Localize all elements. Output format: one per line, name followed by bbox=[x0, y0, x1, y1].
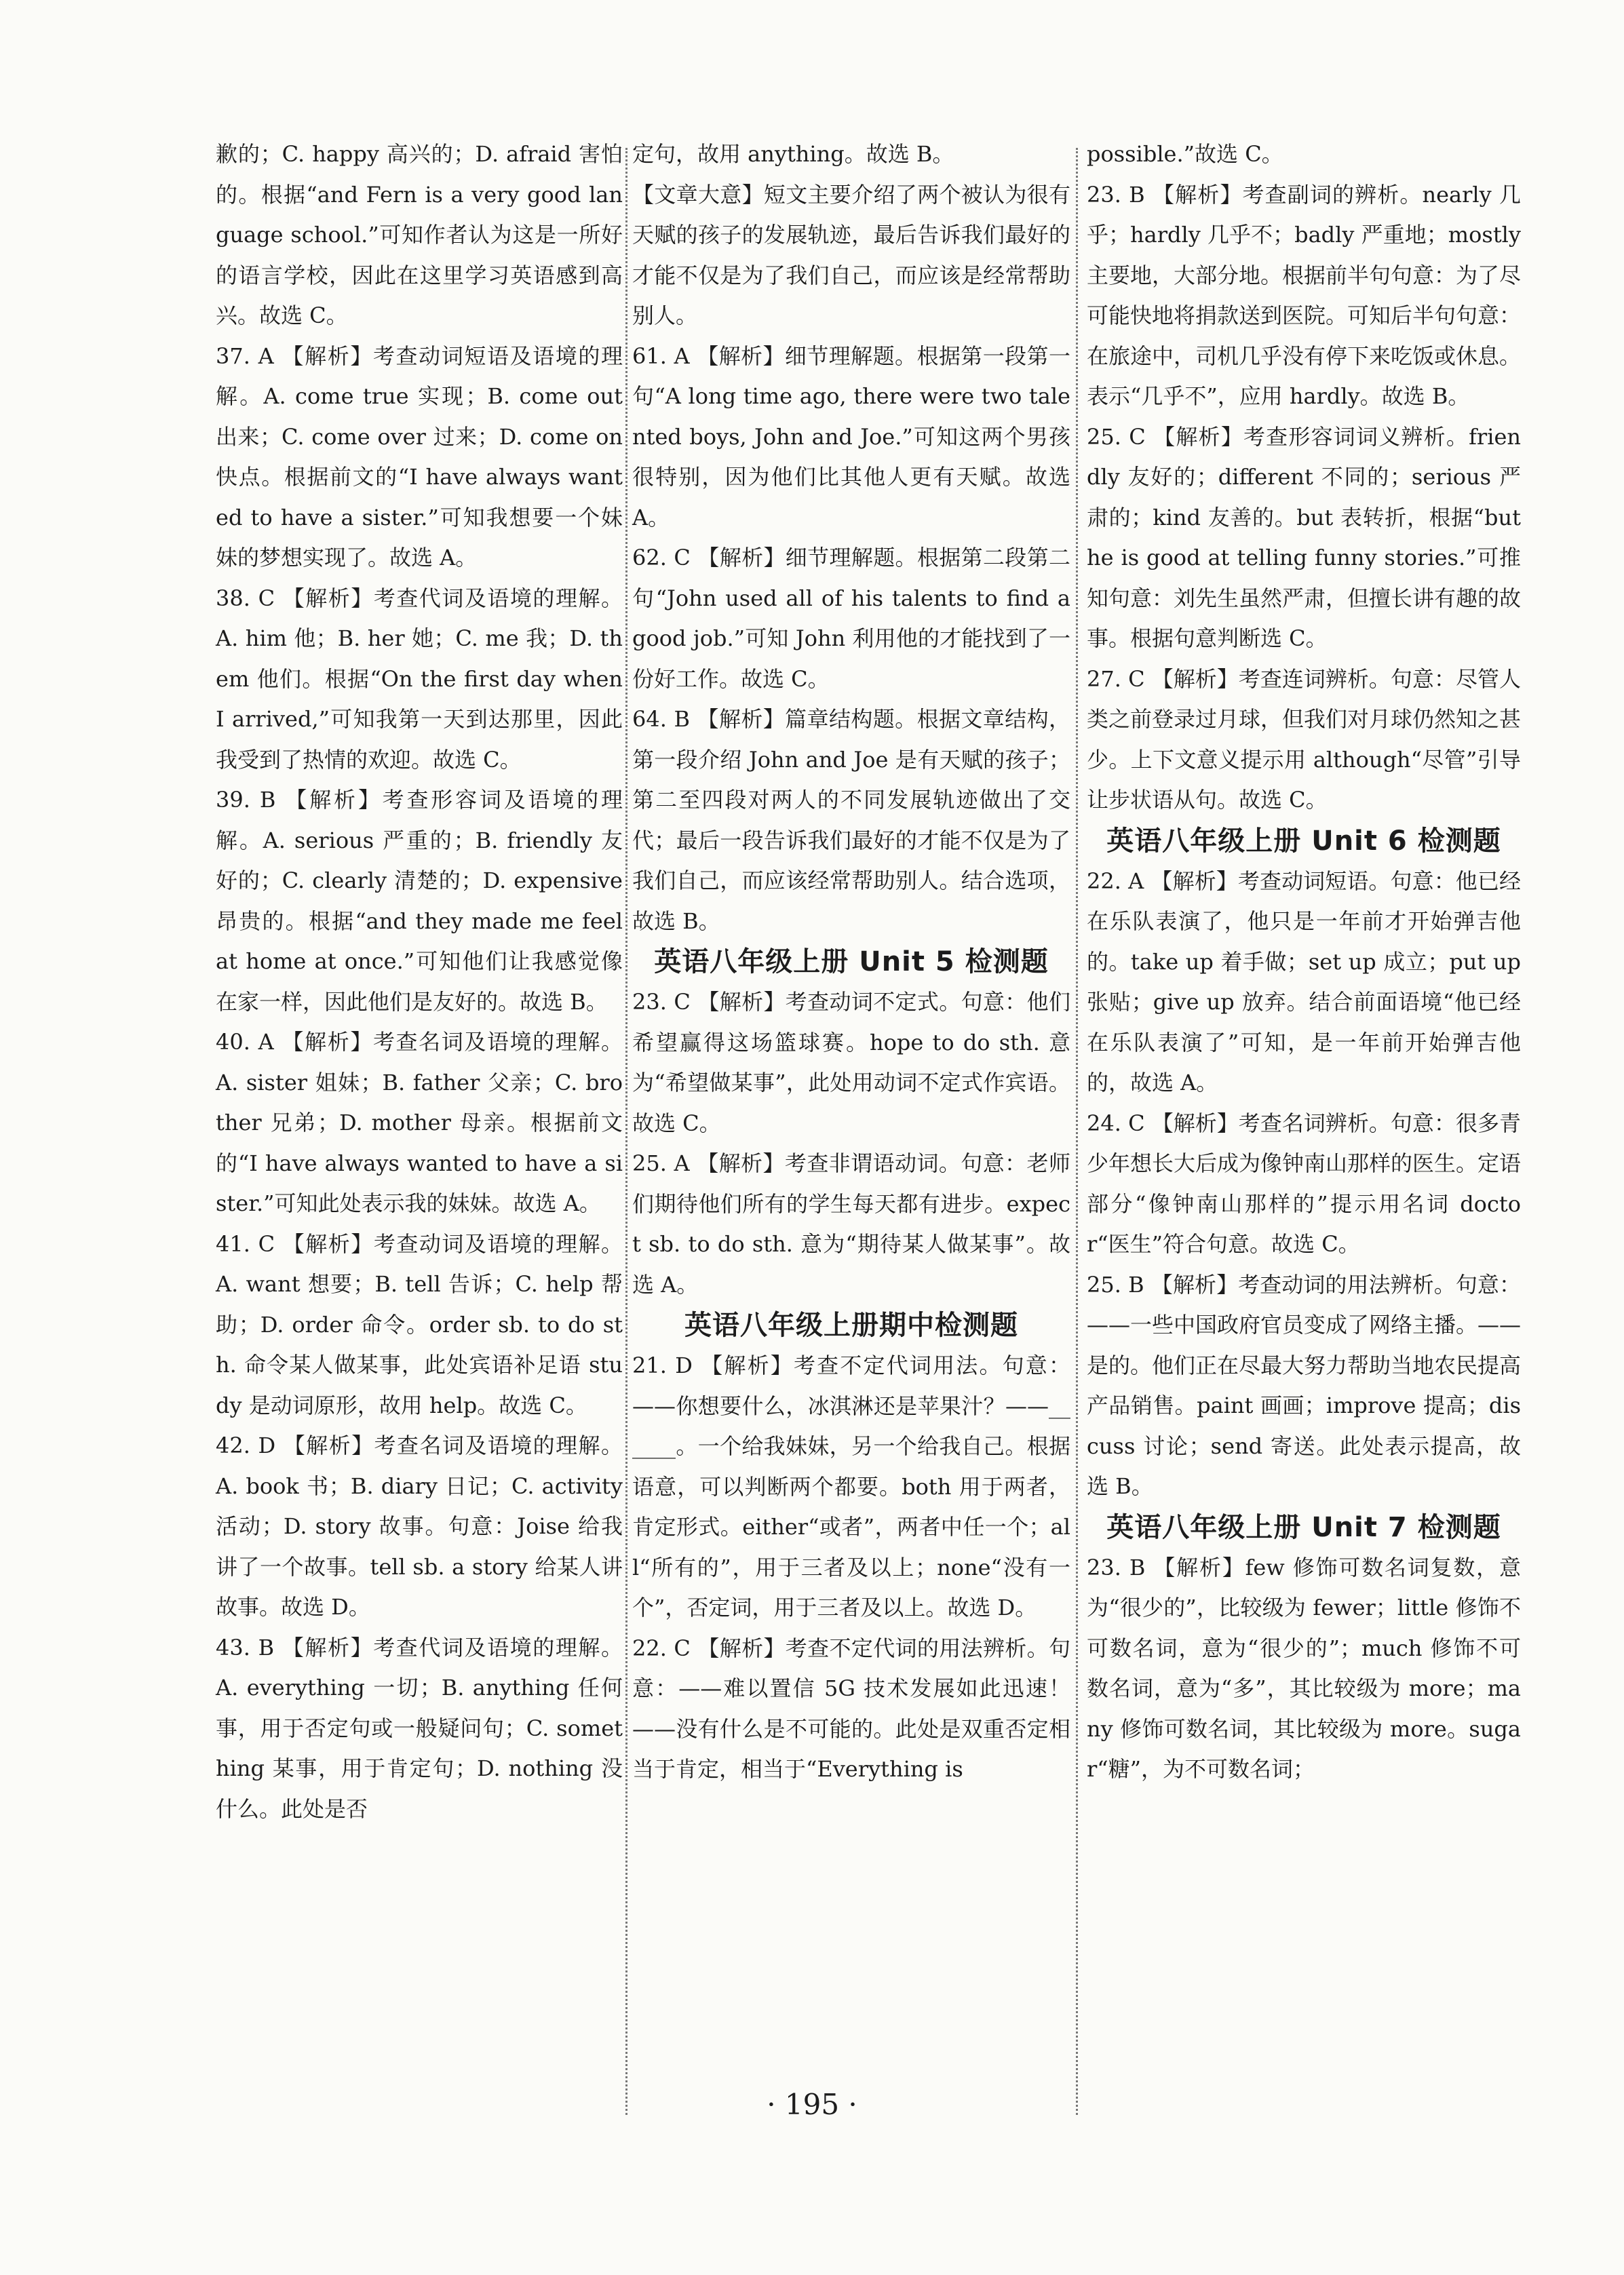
answer-paragraph: 27. C 【解析】考查连词辨析。句意：尽管人类之前登录过月球，但我们对月球仍然知之甚少。上下文意义提示用 although“尽管”引导让步状语从句。故选 C。 bbox=[1087, 665, 1522, 813]
answer-paragraph: 23. B 【解析】考查副词的辨析。nearly 几乎；hardly 几乎不；badly 严重地；mostly 主要地，大部分地。根据前半句句意：为了尽可能快地将捐款送到医院。可知后半句句意：在旅途中，司机几乎没有停下来吃饭或休息。表示“几乎不”，应用 hardly。故选 B。 bbox=[1087, 181, 1522, 409]
answer-paragraph: 40. A 【解析】考查名词及语境的理解。A. sister 姐妹；B. father 父亲；C. brother 兄弟；D. mother 母亲。根据前文的“I have always wanted to have a sister.”可知此处表示我的妹妹。故选 A。 bbox=[216, 1029, 623, 1216]
answer-paragraph: 25. B 【解析】考查动词的用法辨析。句意：——一些中国政府官员变成了网络主播。——是的。他们正在尽最大努力帮助当地农民提高产品销售。paint 画画；improve 提高；discuss 讨论；send 寄送。此处表示提高，故选 B。 bbox=[1087, 1271, 1522, 1499]
article-summary: 【文章大意】短文主要介绍了两个被认为很有天赋的孩子的发展轨迹，最后告诉我们最好的才能不仅是为了我们自己，而应该是经常帮助别人。 bbox=[632, 181, 1070, 328]
column-left bbox=[216, 134, 623, 1829]
answer-paragraph: 39. B 【解析】考查形容词及语境的理解。A. serious 严重的；B. friendly 友好的；C. clearly 清楚的；D. expensive 昂贵的。根据“and they made me feel at home at once.”可知他们让我感觉像在家一样，因此他们是友好的。故选 B。 bbox=[216, 787, 623, 1015]
answer-paragraph: 41. C 【解析】考查动词及语境的理解。A. want 想要；B. tell 告诉；C. help 帮助；D. order 命令。order sb. to do sth. 命令某人做某事，此处宾语补足语 study 是动词原形，故用 help。故选 C。 bbox=[216, 1230, 623, 1418]
column-middle bbox=[632, 134, 1070, 1790]
answer-paragraph: possible.”故选 C。 bbox=[1087, 141, 1283, 167]
column-right bbox=[1087, 134, 1521, 1790]
section-heading-unit5: 英语八年级上册 Unit 5 检测题 bbox=[654, 946, 1049, 977]
answer-paragraph: 21. D 【解析】考查不定代词用法。句意：——你想要什么，冰淇淋还是苹果汁？——______。一个给我妹妹，另一个给我自己。根据语意，可以判断两个都要。both 用于两者，肯定形式。either“或者”，两者中任一个；all“所有的”，用于三者及以上；none“没有一个”，否定词，用于三者及以上。故选 D。 bbox=[632, 1353, 1070, 1620]
page-number: · 195 · bbox=[767, 2088, 857, 2121]
answer-paragraph: 23. B 【解析】few 修饰可数名词复数，意为“很少的”，比较级为 fewer；little 修饰不可数名词，意为“很少的”；much 修饰不可数名词，意为“多”，其比较级为 more；many 修饰可数名词，其比较级为 more。sugar“糖”，为不可数名词； bbox=[1087, 1554, 1521, 1782]
answer-paragraph: 25. C 【解析】考查形容词词义辨析。friendly 友好的；different 不同的；serious 严肃的；kind 友善的。but 表转折，根据“but he is good at telling funny stories.”可推知句意：刘先生虽然严肃，但擅长讲有趣的故事。根据句意判断选 C。 bbox=[1087, 423, 1522, 651]
answer-paragraph: 42. D 【解析】考查名词及语境的理解。A. book 书；B. diary 日记；C. activity 活动；D. story 故事。句意：Joise 给我讲了一个故事。tell sb. a story 给某人讲故事。故选 D。 bbox=[216, 1433, 623, 1620]
answer-paragraph: 62. C 【解析】细节理解题。根据第二段第二句“John used all of his talents to find a good job.”可知 John 利用他的才能找到了一份好工作。故选 C。 bbox=[632, 545, 1070, 692]
answer-paragraph: 24. C 【解析】考查名词辨析。句意：很多青少年想长大后成为像钟南山那样的医生。定语部分“像钟南山那样的”提示用名词 doctor“医生”符合句意。故选 C。 bbox=[1087, 1110, 1522, 1257]
answer-paragraph: 定句，故用 anything。故选 B。 bbox=[632, 141, 954, 167]
answer-paragraph: 38. C 【解析】考查代词及语境的理解。A. him 他；B. her 她；C. me 我；D. them 他们。根据“On the first day when I arrived,”可知我第一天到达那里，因此我受到了热情的欢迎。故选 C。 bbox=[216, 585, 623, 773]
section-heading-unit6: 英语八年级上册 Unit 6 检测题 bbox=[1106, 825, 1501, 857]
column-divider bbox=[625, 148, 627, 2115]
answer-paragraph: 37. A 【解析】考查动词短语及语境的理解。A. come true 实现；B. come out 出来；C. come over 过来；D. come on 快点。根据前文的“I have always wanted to have a sister.”可知我想要一个妹妹的梦想实现了。故选 A。 bbox=[216, 343, 623, 570]
answer-paragraph: 64. B 【解析】篇章结构题。根据文章结构，第一段介绍 John and Joe 是有天赋的孩子；第二至四段对两人的不同发展轨迹做出了交代；最后一段告诉我们最好的才能不仅是为了我们自己，而应该经常帮助别人。结合选项，故选 B。 bbox=[632, 706, 1070, 934]
section-heading-midterm: 英语八年级上册期中检测题 bbox=[684, 1310, 1018, 1341]
answer-paragraph: 25. A 【解析】考查非谓语动词。句意：老师们期待他们所有的学生每天都有进步。expect sb. to do sth. 意为“期待某人做某事”。故选 A。 bbox=[632, 1150, 1070, 1298]
answer-paragraph: 61. A 【解析】细节理解题。根据第一段第一句“A long time ago, there were two talented boys, John and Joe.”可知这两个男孩很特别，因为他们比其他人更有天赋。故选 A。 bbox=[632, 343, 1070, 530]
column-divider bbox=[1076, 148, 1078, 2115]
answer-paragraph: 22. C 【解析】考查不定代词的用法辨析。句意：——难以置信 5G 技术发展如此迅速！——没有什么是不可能的。此处是双重否定相当于肯定，相当于“Everything is bbox=[632, 1635, 1070, 1782]
answer-paragraph: 22. A 【解析】考查动词短语。句意：他已经在乐队表演了，他只是一年前才开始弹吉他的。take up 着手做；set up 成立；put up 张贴；give up 放弃。结合前面语境“他已经在乐队表演了”可知，是一年前开始弹吉他的，故选 A。 bbox=[1087, 868, 1521, 1095]
answer-paragraph: 43. B 【解析】考查代词及语境的理解。A. everything 一切；B. anything 任何事，用于否定句或一般疑问句；C. something 某事，用于肯定句；D. nothing 没什么。此处是否 bbox=[216, 1634, 623, 1822]
answer-paragraph: 歉的；C. happy 高兴的；D. afraid 害怕的。根据“and Fern is a very good language school.”可知作者认为这是一所好的语言学校，因此在这里学习英语感到高兴。故选 C。 bbox=[216, 141, 623, 328]
section-heading-unit7: 英语八年级上册 Unit 7 检测题 bbox=[1106, 1511, 1501, 1543]
answer-paragraph: 23. C 【解析】考查动词不定式。句意：他们希望赢得这场篮球赛。hope to do sth. 意为“希望做某事”，此处用动词不定式作宾语。故选 C。 bbox=[632, 989, 1070, 1136]
